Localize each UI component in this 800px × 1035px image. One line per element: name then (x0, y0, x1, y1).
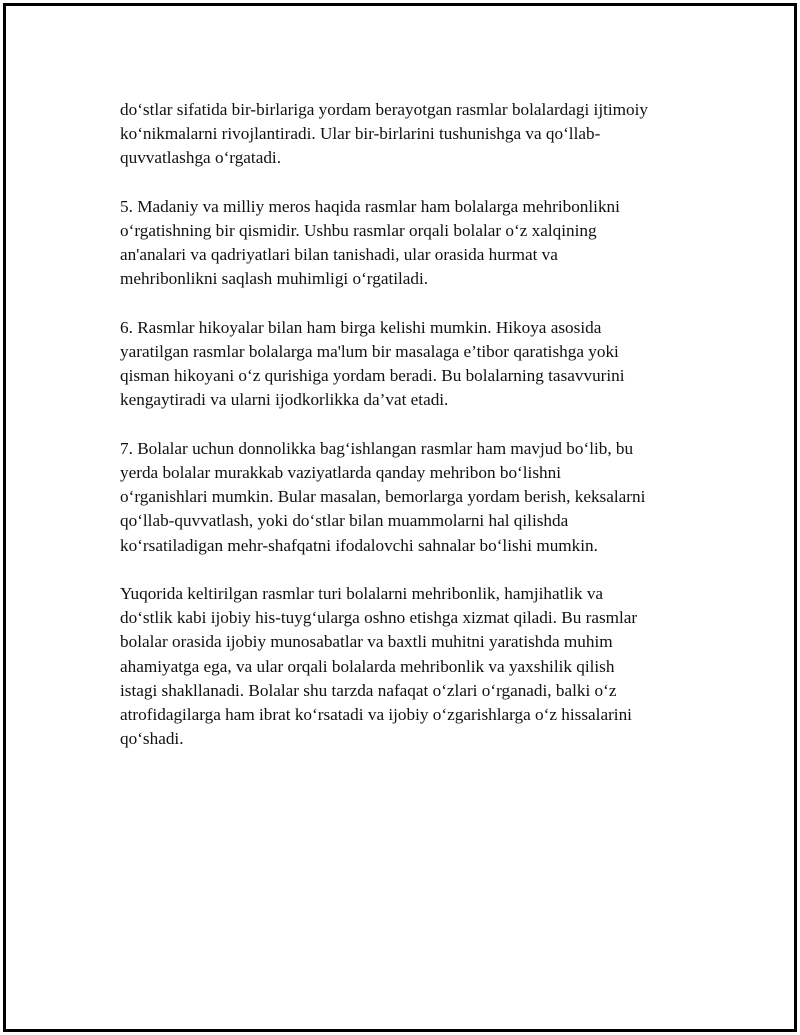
text-line: 6. Rasmlar hikoyalar bilan ham birga kelishi mumkin. Hikoya asosida (120, 317, 602, 337)
text-line: istagi shakllanadi. Bolalar shu tarzda nafaqat o‘zlari o‘rganadi, balki o‘z (120, 680, 617, 700)
text-line: yaratilgan rasmlar bolalarga ma'lum bir masalaga e’tibor qaratishga yoki (120, 342, 619, 361)
text-line: Yuqorida keltirilgan rasmlar turi bolalarni mehribonlik, hamjihatlik va (120, 584, 604, 603)
text-line: atrofidagilarga ham ibrat ko‘rsatadi va ijobiy o‘zgarishlarga o‘z hissalarini (120, 705, 632, 725)
document-page (3, 3, 797, 1032)
paragraph-item-6 (120, 316, 688, 413)
text-line: mehribonlikni saqlash muhimligi o‘rgatiladi. (120, 269, 429, 289)
text-line: o‘rganishlari mumkin. Bular masalan, bemorlarga yordam berish, keksalarni (120, 487, 646, 507)
text-line: kengaytiradi va ularni ijodkorlikka da’vat etadi. (120, 390, 449, 410)
text-line: yerda bolalar murakkab vaziyatlarda qanday mehribon bo‘lishni (120, 463, 561, 482)
text-line: qisman hikoyani o‘z qurishiga yordam beradi. Bu bolalarning tasavvurini (120, 366, 625, 386)
paragraph-item-7 (120, 437, 688, 558)
text-line: quvvatlashga o‘rgatadi. (120, 148, 282, 168)
text-line: 5. Madaniy va milliy meros haqida rasmlar ham bolalarga mehribonlikni (120, 196, 620, 216)
text-line: an'analari va qadriyatlari bilan tanishadi, ular orasida hurmat va (120, 245, 558, 265)
paragraph-conclusion (120, 582, 688, 751)
text-line: 7. Bolalar uchun donnolikka bag‘ishlangan rasmlar ham mavjud bo‘lib, bu (120, 438, 634, 458)
text-line: qo‘llab-quvvatlash, yoki do‘stlar bilan muammolarni hal qilishda (120, 511, 569, 531)
text-line: ahamiyatga ega, va ular orqali bolalarda mehribonlik va yaxshilik qilish (120, 656, 615, 676)
text-line: ko‘rsatiladigan mehr-shafqatni ifodalovchi sahnalar bo‘lishi mumkin. (120, 535, 598, 555)
document-body (120, 98, 688, 776)
text-line: qo‘shadi. (120, 729, 184, 749)
paragraph-continuation (120, 98, 688, 171)
text-line: do‘stlar sifatida bir-birlariga yordam berayotgan rasmlar bolalardagi ijtimoiy (120, 100, 648, 119)
text-line: do‘stlik kabi ijobiy his-tuyg‘ularga oshno etishga xizmat qiladi. Bu rasmlar (120, 608, 638, 628)
text-line: ko‘nikmalarni rivojlantiradi. Ular bir-birlarini tushunishga va qo‘llab- (120, 124, 601, 144)
paragraph-item-5 (120, 195, 688, 292)
text-line: o‘rgatishning bir qismidir. Ushbu rasmlar orqali bolalar o‘z xalqining (120, 221, 597, 240)
text-line: bolalar orasida ijobiy munosabatlar va baxtli muhitni yaratishda muhim (120, 632, 613, 652)
